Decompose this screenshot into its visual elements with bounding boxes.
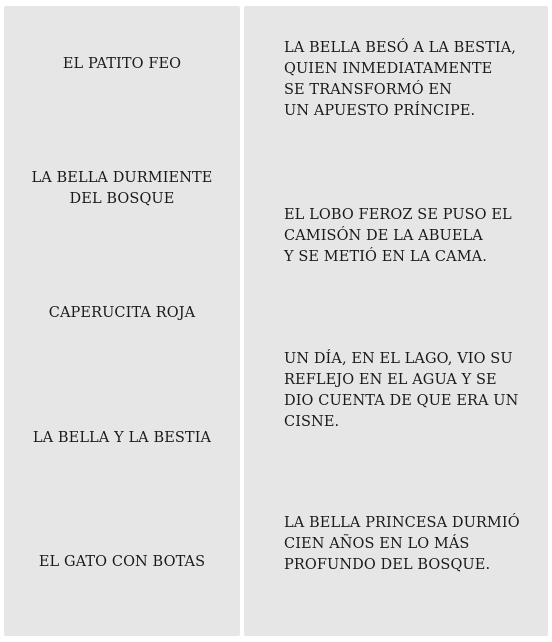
story-title: LA BELLA Y LA BESTIA [32, 430, 212, 446]
story-title: EL GATO CON BOTAS [38, 554, 206, 570]
story-description: LA BELLA PRINCESA DURMIÓ CIEN AÑOS EN LO MÁS PROFUNDO DEL BOSQUE. [284, 515, 520, 573]
descriptions-column [244, 6, 548, 636]
story-title: CAPERUCITA ROJA [48, 305, 196, 321]
story-description: EL LOBO FEROZ SE PUSO EL CAMISÓN DE LA ABUELA Y SE METIÓ EN LA CAMA. [284, 207, 512, 265]
titles-column [4, 6, 240, 636]
story-title: LA BELLA DURMIENTE DEL BOSQUE [31, 170, 213, 207]
story-description: LA BELLA BESÓ A LA BESTIA, QUIEN INMEDIATAMENTE SE TRANSFORMÓ EN UN APUESTO PRÍNCIPE. [284, 40, 517, 119]
story-description: UN DÍA, EN EL LAGO, VIO SU REFLEJO EN EL AGUA Y SE DIO CUENTA DE QUE ERA UN CISNE. [284, 351, 519, 430]
story-title: EL PATITO FEO [62, 56, 182, 72]
